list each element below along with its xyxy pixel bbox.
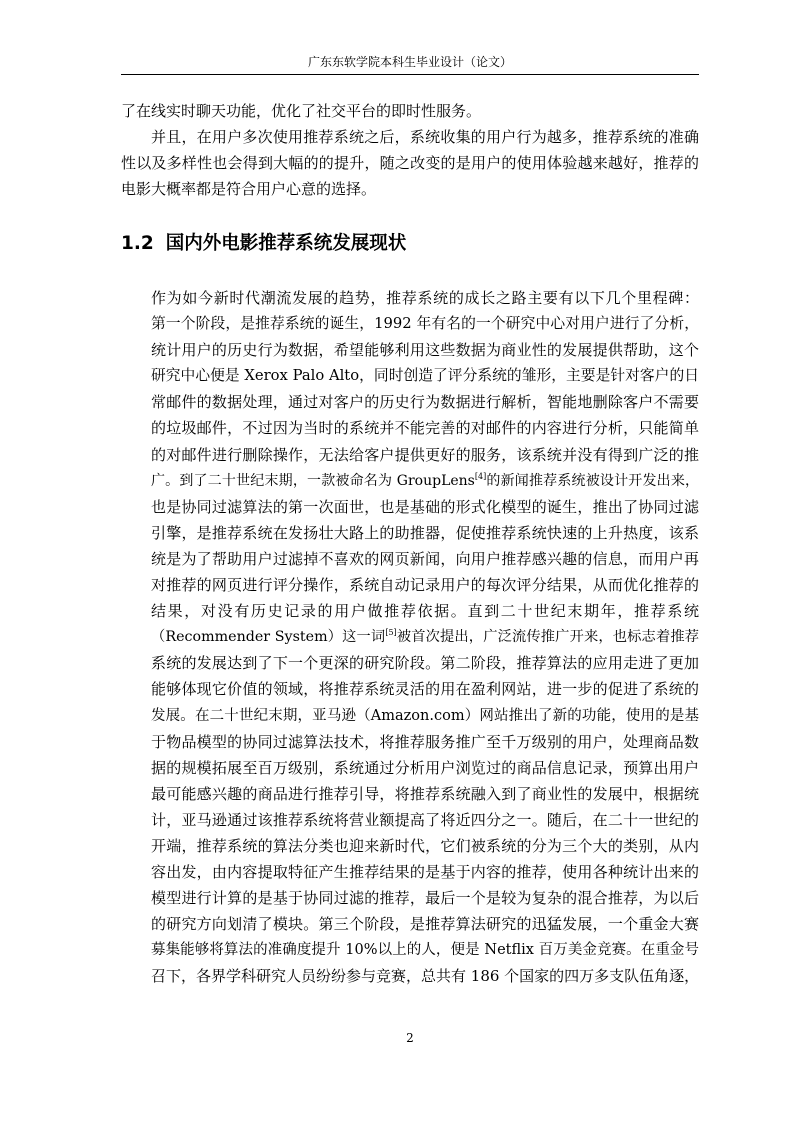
text-line: 系统的发展达到了下一个更深的研究阶段。第二阶段，推荐算法的应用走进了更加 <box>151 654 699 673</box>
citation-4: [4] <box>474 471 487 481</box>
text-line: 引擎，是推荐系统在发扬壮大路上的助推器，促使推荐系统快速的上升热度，该系 <box>151 523 699 542</box>
text-line: 常邮件的数据处理，通过对客户的历史行为数据进行解析，智能地删除客户不需要 <box>151 393 699 412</box>
text-line: 能够体现它价值的领域，将推荐系统灵活的用在盈利网站，进一步的促进了系统的 <box>151 680 699 699</box>
section-number: 1.2 <box>121 233 154 254</box>
text-line: 统计用户的历史行为数据，希望能够利用这些数据为商业性的发展提供帮助，这个 <box>151 341 699 360</box>
text-line: 最可能感兴趣的商品进行推荐引导，将推荐系统融入到了商业性的发展中，根据统 <box>151 784 699 803</box>
paragraph-recommendation-accuracy: 并且，在用户多次使用推荐系统之后，系统收集的用户行为越多，推荐系统的准确性以及多样性也会得到大幅的的提升，随之改变的是用户的使用体验越来越好，推荐的电影大概率都是符合用户心意的选择。 <box>121 128 699 199</box>
text-line: 统是为了帮助用户过滤掉不喜欢的网页新闻，向用户推荐感兴趣的信息，而用户再 <box>151 549 699 568</box>
paragraph-continuation: 了在线实时聊天功能，优化了社交平台的即时性服务。 <box>121 102 482 120</box>
text-segment: 广。到了二十世纪末期，一款被命名为 GroupLens <box>151 472 475 489</box>
page-number: 2 <box>406 1031 414 1045</box>
text-segment: （Recommender System）这一词 <box>151 629 386 646</box>
text-line: 的垃圾邮件，不过因为当时的系统并不能完善的对邮件的内容进行分析，只能简单 <box>151 419 699 438</box>
text-line: 结果，对没有历史记录的用户做推荐依据。直到二十世纪末期年，推荐系统 <box>151 602 699 621</box>
text-line <box>121 624 699 650</box>
text-line: 的研究方向划清了模块。第三个阶段，是推荐算法研究的迅猛发展，一个重金大赛 <box>151 915 699 934</box>
section-title: 国内外电影推荐系统发展现状 <box>165 233 407 254</box>
text-line: 据的规模拓展至百万级别，系统通过分析用户浏览过的商品信息记录，预算出用户 <box>151 758 699 777</box>
text-line: 容出发，由内容提取特征产生推荐结果的是基于内容的推荐，使用各种统计出来的 <box>151 863 699 882</box>
text-segment: 被首次提出，广泛流传推广开来，也标志着推荐 <box>396 629 699 646</box>
paragraph-history <box>121 285 699 990</box>
text-line: 募集能够将算法的准确度提升 10%以上的人，便是 Netflix 百万美金竞赛。在重金号 <box>151 942 699 959</box>
header-rule <box>121 74 699 75</box>
text-line: 模型进行计算的是基于协同过滤的推荐，最后一个是较为复杂的混合推荐，为以后 <box>151 889 699 908</box>
text-line: 于物品模型的协同过滤算法技术，将推荐服务推广至千万级别的用户，处理商品数 <box>151 732 699 751</box>
text-line: 作为如今新时代潮流发展的趋势，推荐系统的成长之路主要有以下几个里程碑： <box>151 289 699 307</box>
text-line <box>121 468 699 494</box>
text-line: 发展。在二十世纪末期，亚马逊（Amazon.com）网站推出了新的功能，使用的是基 <box>151 707 699 724</box>
page-header: 广东东软学院本科生毕业设计（论文） <box>307 55 512 69</box>
citation-5: [5] <box>385 628 397 638</box>
text-line: 召下，各界学科研究人员纷纷参与竞赛，总共有 186 个国家的四万多支队伍角逐， <box>151 967 700 986</box>
text-line: 计，亚马逊通过该推荐系统将营业额提高了将近四分之一。随后，在二十一世纪的 <box>151 810 699 829</box>
section-heading <box>121 232 406 256</box>
text-line: 对推荐的网页进行评分操作，系统自动记录用户的每次评分结果，从而优化推荐的 <box>151 576 699 595</box>
text-segment: 的新闻推荐系统被设计开发出来， <box>486 472 700 489</box>
text-line: 的对邮件进行删除操作，无法给客户提供更好的服务，该系统并没有得到广泛的推 <box>151 445 699 464</box>
text-line: 研究中心便是 Xerox Palo Alto，同时创造了评分系统的雏形，主要是针对客户的日 <box>151 367 699 385</box>
text-line: 第一个阶段，是推荐系统的诞生，1992 年有名的一个研究中心对用户进行了分析， <box>151 315 699 333</box>
text-line: 也是协同过滤算法的第一次面世，也是基础的形式化模型的诞生，推出了协同过滤 <box>151 497 699 516</box>
text-line: 开端，推荐系统的算法分类也迎来新时代，它们被系统的分为三个大的类别，从内 <box>151 836 699 855</box>
